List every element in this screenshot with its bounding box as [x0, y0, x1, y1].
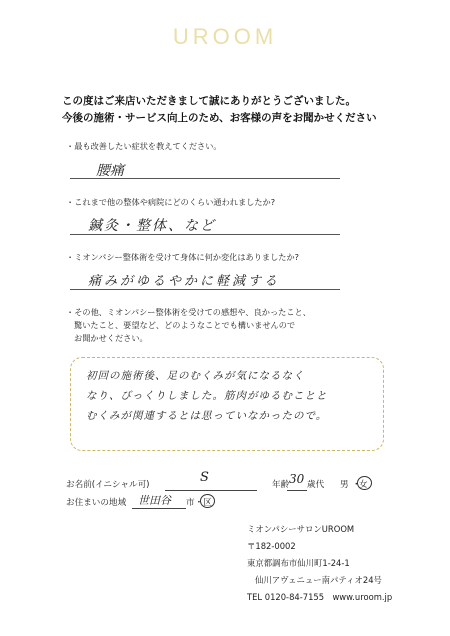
salon-contact: TEL 0120-84-7155 www.uroom.jp — [247, 592, 393, 602]
salon-address-2: 仙川アヴェニュー南パティオ24号 — [255, 575, 382, 585]
salon-address-1: 東京都調布市仙川町1-24-1 — [247, 558, 350, 568]
age-label: 年齢 — [272, 480, 290, 490]
salon-name: ミオンパシーサロンUROOM — [247, 524, 355, 534]
gender-female: 女 — [359, 480, 368, 490]
uroom-logo: UROOM — [172, 24, 278, 49]
question-4-line-1: ・その他、ミオンパシー整体術を受けての感想や、良かったこと、 — [66, 307, 311, 317]
answer-1-line — [70, 178, 340, 179]
intro-text — [62, 93, 377, 127]
gender-male: 男 — [340, 480, 349, 490]
gender-divider: ・ — [352, 480, 361, 490]
question-3: ・ミオンパシー整体術を受けて身体に何か変化はありましたか? — [66, 252, 300, 262]
name-label: お名前(イニシャル可) — [66, 480, 150, 490]
comment-line-1: 初回の施術後、足のむくみが気になるなく — [86, 370, 305, 382]
answer-2-line — [70, 234, 340, 235]
region-underline — [132, 508, 186, 509]
age-suffix: 歳代 — [307, 480, 325, 490]
question-1: ・最も改善したい症状を教えてください。 — [66, 141, 222, 151]
salon-info — [247, 521, 392, 606]
question-4-line-2: 驚いたこと、要望など、どのようなことでも構いませんので — [74, 320, 296, 330]
question-2: ・これまで他の整体や病院にどのくらい通われましたか? — [66, 197, 276, 207]
region-value: 世田谷 — [138, 494, 171, 507]
intro-line-2: 今後の施術・サービス向上のため、お客様の声をお聞かせください — [62, 112, 377, 124]
name-underline — [165, 490, 257, 491]
comment-line-3: むくみが関連するとは思っていなかったので。 — [86, 410, 328, 422]
name-value: S — [200, 470, 209, 485]
intro-line-1: この度はご来店いただきまして誠にありがとうございました。 — [62, 95, 356, 107]
answer-2: 鍼灸・整体、など — [88, 218, 216, 234]
comment-text — [86, 366, 386, 426]
salon-postal: 〒182-0002 — [247, 541, 296, 551]
city-label: 市・区 — [186, 498, 212, 508]
answer-3: 痛みがゆるやかに軽減する — [88, 274, 281, 289]
question-4-line-3: お聞かせください。 — [74, 333, 148, 343]
question-4 — [66, 306, 311, 345]
region-label: お住まいの地域 — [66, 498, 127, 508]
age-value: 30 — [289, 472, 305, 486]
comment-line-2: なり、びっくりしました。筋肉がゆるむことと — [86, 390, 328, 402]
answer-3-line — [70, 289, 340, 290]
answer-1: 腰痛 — [96, 163, 124, 179]
age-underline — [287, 490, 307, 491]
